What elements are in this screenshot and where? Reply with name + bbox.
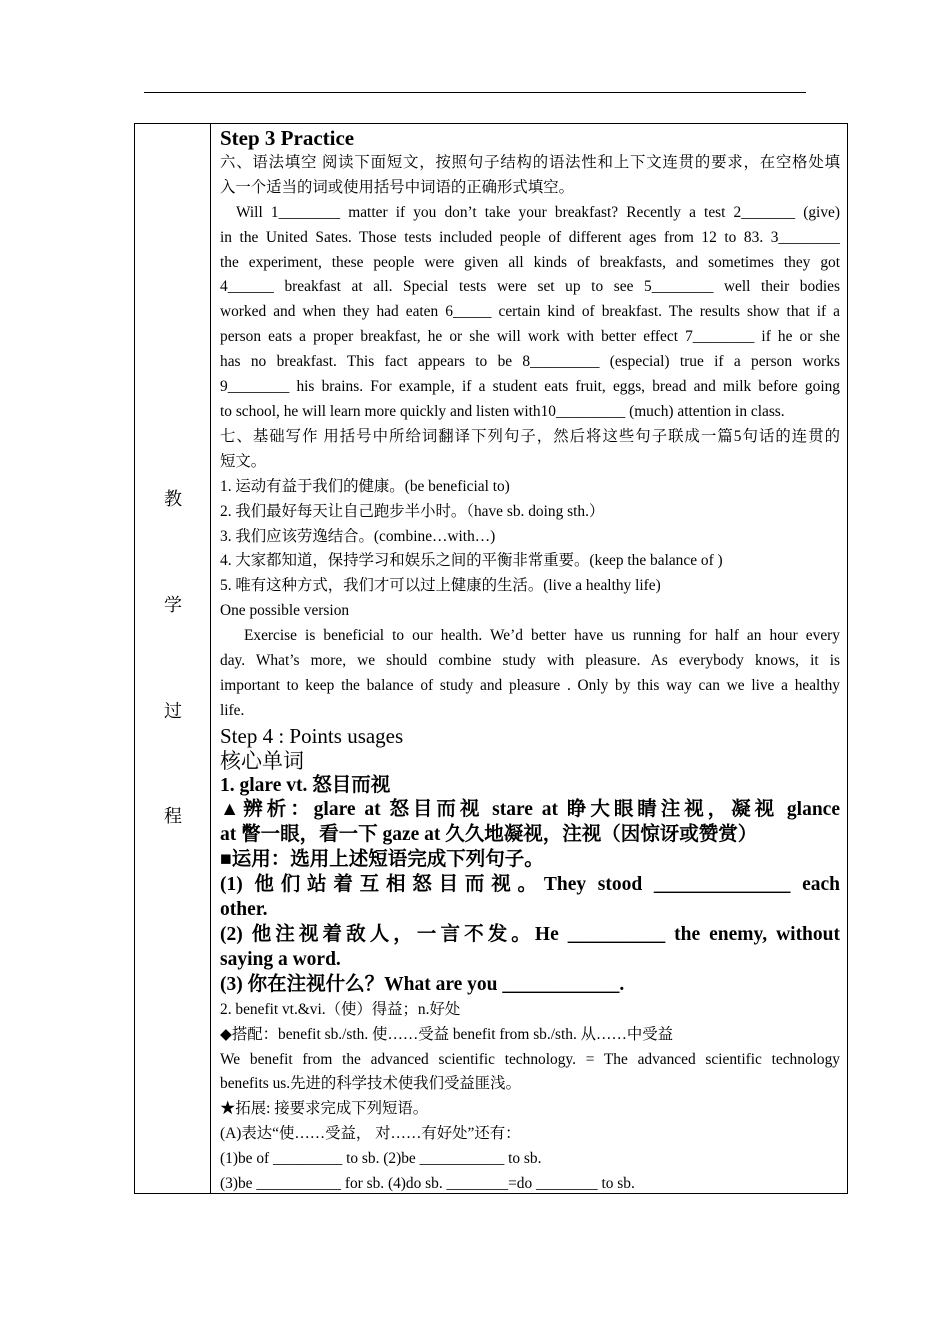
translation-sentence: 5. 唯有这种方式，我们才可以过上健康的生活。(live a healthy life) xyxy=(220,577,661,595)
passage-line: the experiment, these people were given all kinds of breakfasts, and sometimes they got xyxy=(220,253,840,271)
example-line: We benefit from the advanced scientific technology. = The advanced scientific technology xyxy=(220,1050,840,1068)
section6-title-line: 入一个适当的词或使用括号中词语的正确形式填空。 xyxy=(220,178,574,196)
passage-line: has no breakfast. This fact appears to be 8_________ (especial) true if a person works xyxy=(220,353,840,371)
passage-line: worked and when they had eaten 6_____ certain kind of breakfast. The results show that if a xyxy=(220,303,840,321)
version-line: life. xyxy=(220,701,245,719)
collocation-line: ◆搭配：benefit sb./sth. 使……受益 benefit from sb./sth. 从……中受益 xyxy=(220,1025,674,1043)
step4-subtitle: 核心单词 xyxy=(220,748,304,773)
version-line: important to keep the balance of study and pleasure . Only by this way can we live a healthy xyxy=(220,676,840,694)
extension-line: (1)be of _________ to sb. (2)be ___________ to sb. xyxy=(220,1150,542,1168)
passage-line: to school, he will learn more quickly and listen with10_________ (much) attention in class. xyxy=(220,402,785,420)
extension-title: ★拓展: 接要求完成下列短语。 xyxy=(220,1100,429,1118)
version-line: Exercise is beneficial to our health. We’d better have us running for half an hour every xyxy=(244,627,840,645)
question-1-cont: other. xyxy=(220,899,268,921)
question-2: (2) 他注视着敌人，一言不发。He __________ the enemy, without xyxy=(220,924,840,945)
translation-sentence: 3. 我们应该劳逸结合。(combine…with…) xyxy=(220,527,496,545)
analysis-line: ▲辨析：glare at 怒目而视 stare at 睁大眼睛注视，凝视 glance xyxy=(220,799,840,821)
content-column xyxy=(220,126,840,1197)
version-label: One possible version xyxy=(220,602,350,620)
left-label-column xyxy=(135,124,211,1193)
passage-line: 4______ breakfast at all. Special tests were set up to see 5________ well their bodies xyxy=(220,278,840,296)
section6-title-line: 六、语法填空 阅读下面短文，按照句子结构的语法性和上下文连贯的要求，在空格处填 xyxy=(220,153,840,171)
translation-sentence: 4. 大家都知道，保持学习和娱乐之间的平衡非常重要。(keep the balance of ) xyxy=(220,552,723,570)
translation-sentence: 1. 运动有益于我们的健康。(be beneficial to) xyxy=(220,477,510,495)
passage-line: in the United Sates. Those tests included people of different ages from 12 to 83. 3________ xyxy=(220,228,840,246)
passage-line: person eats a proper breakfast, he or she will work with better effect 7________ if he or she xyxy=(220,328,840,346)
lesson-table xyxy=(134,123,848,1194)
passage-line: 9________ his brains. For example, if a student eats fruit, eggs, bread and milk before going xyxy=(220,378,840,396)
section7-title-line: 七、基础写作 用括号中所给词翻译下列句子，然后将这些句子联成一篇5句话的连贯的 xyxy=(220,427,840,445)
label-char-guo: 过 xyxy=(164,701,182,722)
question-1: (1) 他们站着互相怒目而视。They stood ______________ each xyxy=(220,874,840,896)
label-char-xue: 学 xyxy=(164,595,182,616)
extension-a: (A)表达“使……受益， 对……有好处”还有： xyxy=(220,1125,521,1143)
extension-line: (3)be ___________ for sb. (4)do sb. ________=do ________ to sb. xyxy=(220,1175,635,1193)
passage-line: Will 1________ matter if you don’t take your breakfast? Recently a test 2_______ (give) xyxy=(236,203,840,221)
label-char-jiao: 教 xyxy=(164,489,182,510)
version-line: day. What’s more, we should combine study with pleasure. As everybody knows, it is xyxy=(220,652,840,670)
question-3: (3) 你在注视什么？What are you ____________. xyxy=(220,973,625,995)
label-char-cheng: 程 xyxy=(164,806,182,827)
header-rule xyxy=(144,92,806,93)
example-line: benefits us.先进的科学技术使我们受益匪浅。 xyxy=(220,1075,521,1093)
usage-instruction: ■运用：选用上述短语完成下列句子。 xyxy=(220,849,544,871)
analysis-line: at 瞥一眼，看一下 gaze at 久久地凝视，注视（因惊讶或赞赏） xyxy=(220,824,758,846)
translation-sentence: 2. 我们最好每天让自己跑步半小时。（have sb. doing sth.） xyxy=(220,502,605,520)
section7-title-line: 短文。 xyxy=(220,452,267,470)
step3-title: Step 3 Practice xyxy=(220,126,355,150)
word1-heading: 1. glare vt. 怒目而视 xyxy=(220,774,391,796)
word2-heading: 2. benefit vt.&vi.（使）得益；n.好处 xyxy=(220,1000,461,1018)
question-2-cont: saying a word. xyxy=(220,948,341,970)
step4-title: Step 4 : Points usages xyxy=(220,723,404,748)
